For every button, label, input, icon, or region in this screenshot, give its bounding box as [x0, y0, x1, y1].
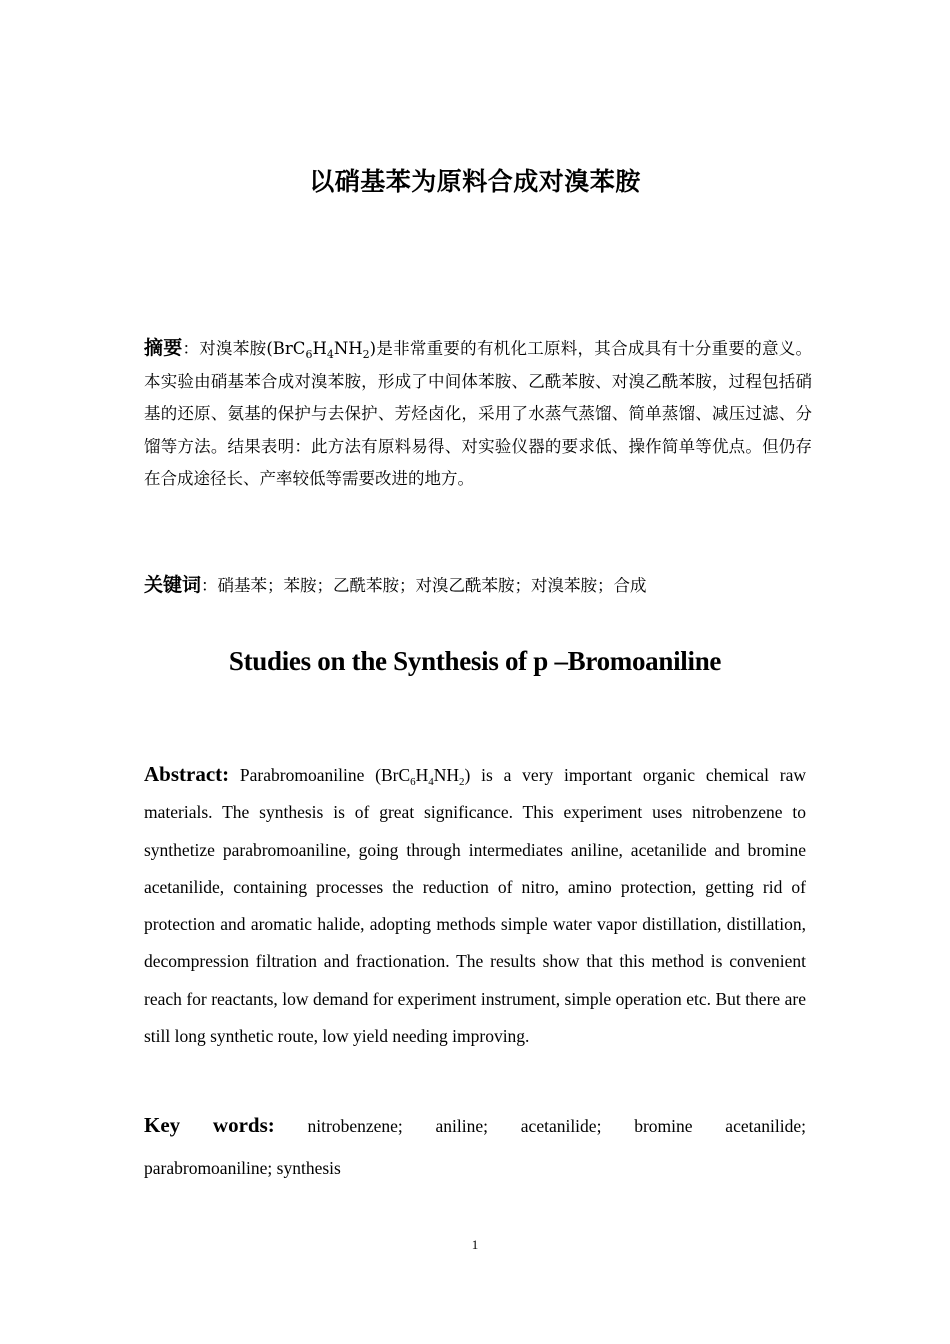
chinese-keywords-label: 关键词 [144, 574, 202, 596]
chinese-keywords-colon: ： [201, 576, 218, 595]
english-keywords-line-2: parabromoaniline; synthesis [144, 1158, 341, 1178]
chinese-title: 以硝基苯为原料合成对溴苯胺 [309, 167, 641, 196]
english-keywords-line [144, 1104, 806, 1147]
chinese-keywords-list: 硝基苯；苯胺；乙酰苯胺；对溴乙酰苯胺；对溴苯胺；合成 [217, 576, 647, 595]
formula-subscript: 4 [428, 776, 434, 788]
chinese-abstract-formula-pre: 对溴苯胺(BrC [199, 339, 306, 358]
chinese-abstract-label: 摘要 [144, 337, 183, 359]
formula-part: H [312, 339, 327, 358]
formula-subscript: 2 [362, 348, 370, 361]
english-keyword: nitrobenzene; [307, 1116, 403, 1136]
chinese-abstract-colon: ： [182, 339, 200, 358]
english-keyword: acetanilide; [725, 1116, 806, 1136]
english-keyword: aniline; [435, 1116, 489, 1136]
english-keywords-label-key: Key [144, 1113, 181, 1137]
english-keyword: bromine [634, 1116, 693, 1136]
formula-subscript: 2 [459, 776, 465, 788]
formula-subscript: 4 [326, 348, 334, 361]
english-abstract-body: ) is a very important organic chemical raw materials. The synthesis is of great significance. This experiment uses nitrobenzene to synthetize parabromoaniline, going through intermediates aniline, acetanilide and bromine acetanilide, containing processes the reduction of nitro, amino protection, getting rid of protection and aromatic halide, adopting methods simple water vapor distillation, distillation, decompression filtration and fractionation. The results show that this method is convenient reach for reactants, low demand for experiment instrument, simple operation etc. But there are still long synthetic route, low yield needing improving. [144, 765, 807, 1047]
page-number: 1 [471, 1237, 479, 1252]
chinese-abstract-body: )是非常重要的有机化工原料，其合成具有十分重要的意义。本实验由硝基苯合成对溴苯胺，形成了中间体苯胺、乙酰苯胺、对溴乙酰苯胺，过程包括硝基的还原、氨基的保护与去保护、芳烃卤化，采用了水蒸气蒸馏、简单蒸馏、减压过滤、分馏等方法。结果表明：此方法有原料易得、对实验仪器的要求低、操作简单等优点。但仍存在合成途径长、产率较低等需要改进的地方。 [144, 339, 812, 488]
chinese-keywords [144, 569, 812, 602]
formula-part: NH [433, 765, 460, 785]
chinese-abstract [144, 332, 812, 496]
english-keyword: acetanilide; [520, 1116, 602, 1136]
english-abstract-label: Abstract: [144, 762, 230, 786]
formula-part: H [415, 765, 429, 785]
english-keywords [144, 1104, 806, 1189]
formula-part: NH [333, 339, 363, 358]
english-abstract-formula-pre: Parabromoaniline (BrC [229, 765, 411, 785]
formula-subscript: 6 [410, 776, 416, 788]
english-abstract [144, 756, 806, 1055]
english-title: Studies on the Synthesis of p –Bromoaniline [228, 646, 722, 676]
english-keywords-label-words: words: [212, 1113, 275, 1137]
formula-subscript: 6 [305, 348, 313, 361]
